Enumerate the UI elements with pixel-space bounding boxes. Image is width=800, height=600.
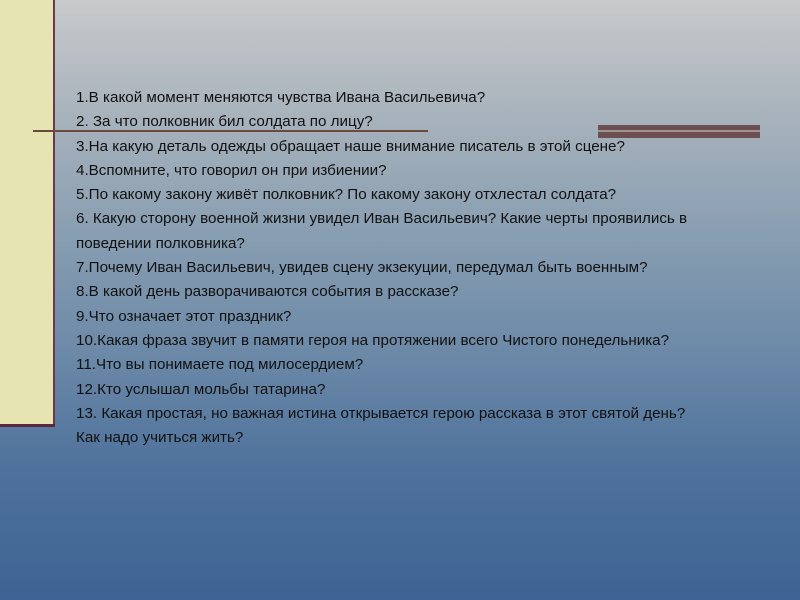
question-item: 1.В какой момент меняются чувства Ивана Васильевича? bbox=[76, 89, 486, 106]
question-item: 6. Какую сторону военной жизни увидел Иван Васильевич? Какие черты проявились в поведении полковника? bbox=[76, 210, 688, 252]
question-item: 9.Что означает этот праздник? bbox=[76, 307, 292, 325]
question-item: 12.Кто услышал мольбы татарина? bbox=[76, 380, 326, 398]
question-item: 4.Вспомните, что говорил он при избиении? bbox=[76, 161, 387, 179]
question-item: 2. За что полковник бил солдата по лицу? bbox=[76, 113, 373, 131]
side-panel-border bbox=[53, 0, 55, 426]
question-item: 3.На какую деталь одежды обращает наше внимание писатель в этой сцене? bbox=[76, 137, 625, 155]
question-item: 11.Что вы понимаете под милосердием? bbox=[76, 356, 364, 374]
question-item: 8.В какой день разворачиваются события в рассказе? bbox=[76, 283, 459, 301]
question-item: 10.Какая фраза звучит в памяти героя на протяжении всего Чистого понедельника? bbox=[76, 331, 670, 349]
question-item: 5.По какому закону живёт полковник? По какому закону отхлестал солдата? bbox=[76, 186, 617, 204]
side-panel bbox=[0, 0, 53, 426]
question-item: 7.Почему Иван Васильевич, увидев сцену экзекуции, передумал быть военным? bbox=[76, 259, 648, 277]
side-panel-bottom-border bbox=[0, 424, 55, 427]
question-list bbox=[76, 86, 696, 450]
question-item: 13. Какая простая, но важная истина открывается герою рассказа в этот святой день? Как надо учиться жить? bbox=[76, 404, 686, 447]
